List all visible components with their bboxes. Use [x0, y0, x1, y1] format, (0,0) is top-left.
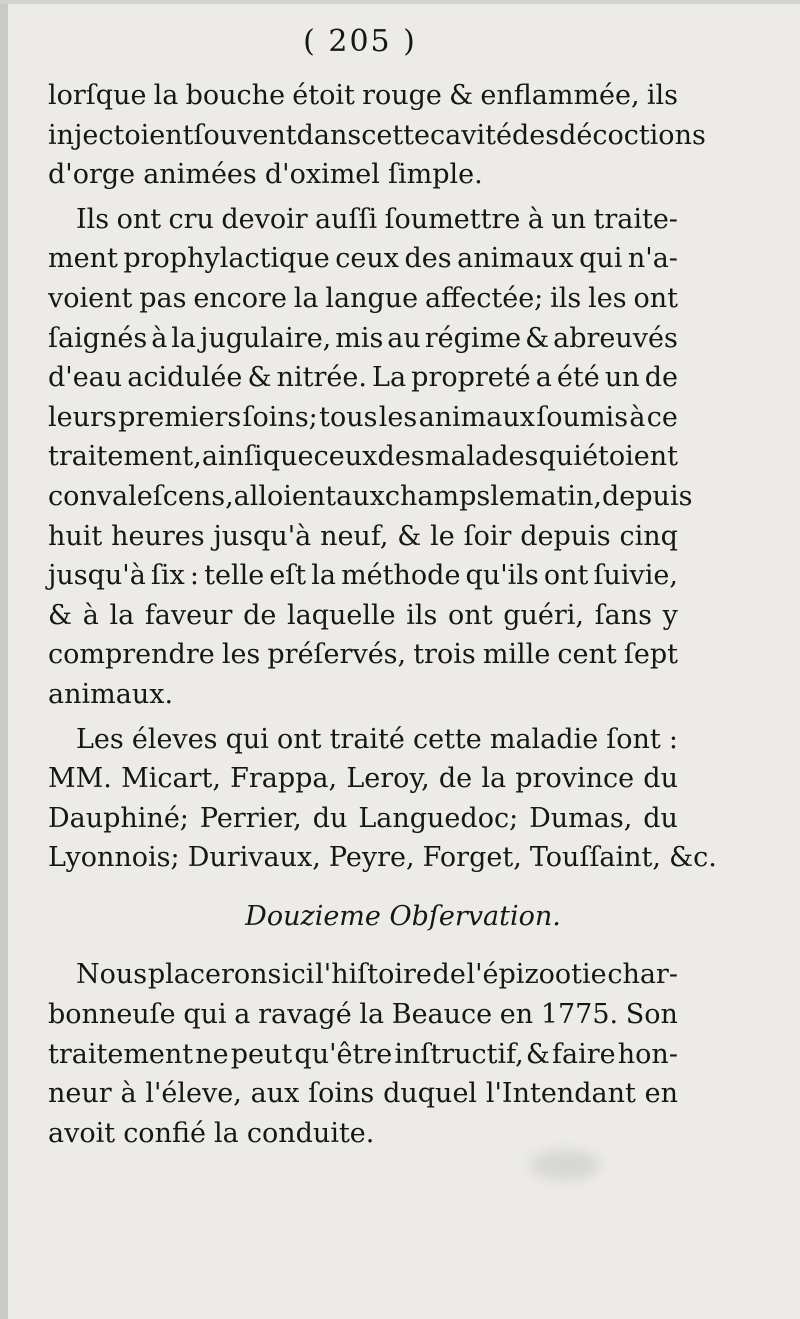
text-line: injectoient ſouvent dans cette cavité des décoctions: [48, 119, 706, 151]
text-line: ſaignés à la jugulaire, mis au régime & abreuvés: [48, 322, 678, 354]
paragraph: [48, 720, 717, 878]
text-line: animaux.: [48, 678, 174, 710]
paragraph: [48, 200, 693, 715]
text-line: Lyonnois; Durivaux, Peyre, Forget, Touſſaint, &c.: [48, 842, 717, 874]
text-line: Douzieme Obſervation.: [245, 900, 561, 932]
text-line: convaleſcens, alloient aux champs le matin, depuis: [48, 480, 693, 512]
paragraph: [48, 955, 678, 1153]
text-line: comprendre les préſervés, trois mille cent ſept: [48, 639, 678, 671]
text-line: traitement, ainſi que ceux des malades qui étoient: [48, 441, 678, 473]
text-line: ment prophylactique ceux des animaux qui n'a-: [48, 243, 678, 275]
text-line: jusqu'à ſix : telle eſt la méthode qu'ils ont ſuivie,: [48, 560, 678, 592]
text-line: huit heures jusqu'à neuf, & le ſoir depuis cinq: [48, 520, 678, 552]
text-line: neur à l'éleve, aux ſoins duquel l'Intendant en: [48, 1078, 678, 1110]
text-line: d'orge animées d'oximel ſimple.: [48, 159, 483, 191]
paragraph: [48, 76, 706, 195]
text-line: leurs premiers ſoins; tous les animaux ſoumis à ce: [48, 401, 678, 433]
text-line: avoit confié la conduite.: [48, 1117, 375, 1149]
text-line: Nous placerons ici l'hiſtoire de l'épizootie char-: [76, 959, 678, 991]
section-heading: [48, 897, 678, 937]
text-line: Les éleves qui ont traité cette maladie ſont :: [76, 723, 678, 755]
text-line: & à la faveur de laquelle ils ont guéri, ſans y: [48, 599, 678, 631]
text-line: d'eau acidulée & nitrée. La propreté a été un de: [48, 362, 678, 394]
text-line: voient pas encore la langue affectée; ils les ont: [48, 282, 678, 314]
text-line: Ils ont cru devoir auſſi ſoumettre à un traite-: [76, 203, 678, 235]
page-edge-shadow: [0, 0, 8, 1319]
ink-smudge: [530, 1150, 600, 1180]
page-top-shadow: [0, 0, 800, 4]
text-line: Dauphiné; Perrier, du Languedoc; Dumas, du: [48, 802, 678, 834]
text-line: MM. Micart, Frappa, Leroy, de la province du: [48, 763, 678, 795]
text-line: lorſque la bouche étoit rouge & enflammée, ils: [48, 80, 678, 111]
body-text: [48, 76, 717, 1158]
page-number: ( 205 ): [303, 24, 417, 59]
text-line: traitement ne peut qu'être inſtructif, & faire hon-: [48, 1038, 678, 1070]
text-line: bonneuſe qui a ravagé la Beauce en 1775. Son: [48, 999, 678, 1031]
